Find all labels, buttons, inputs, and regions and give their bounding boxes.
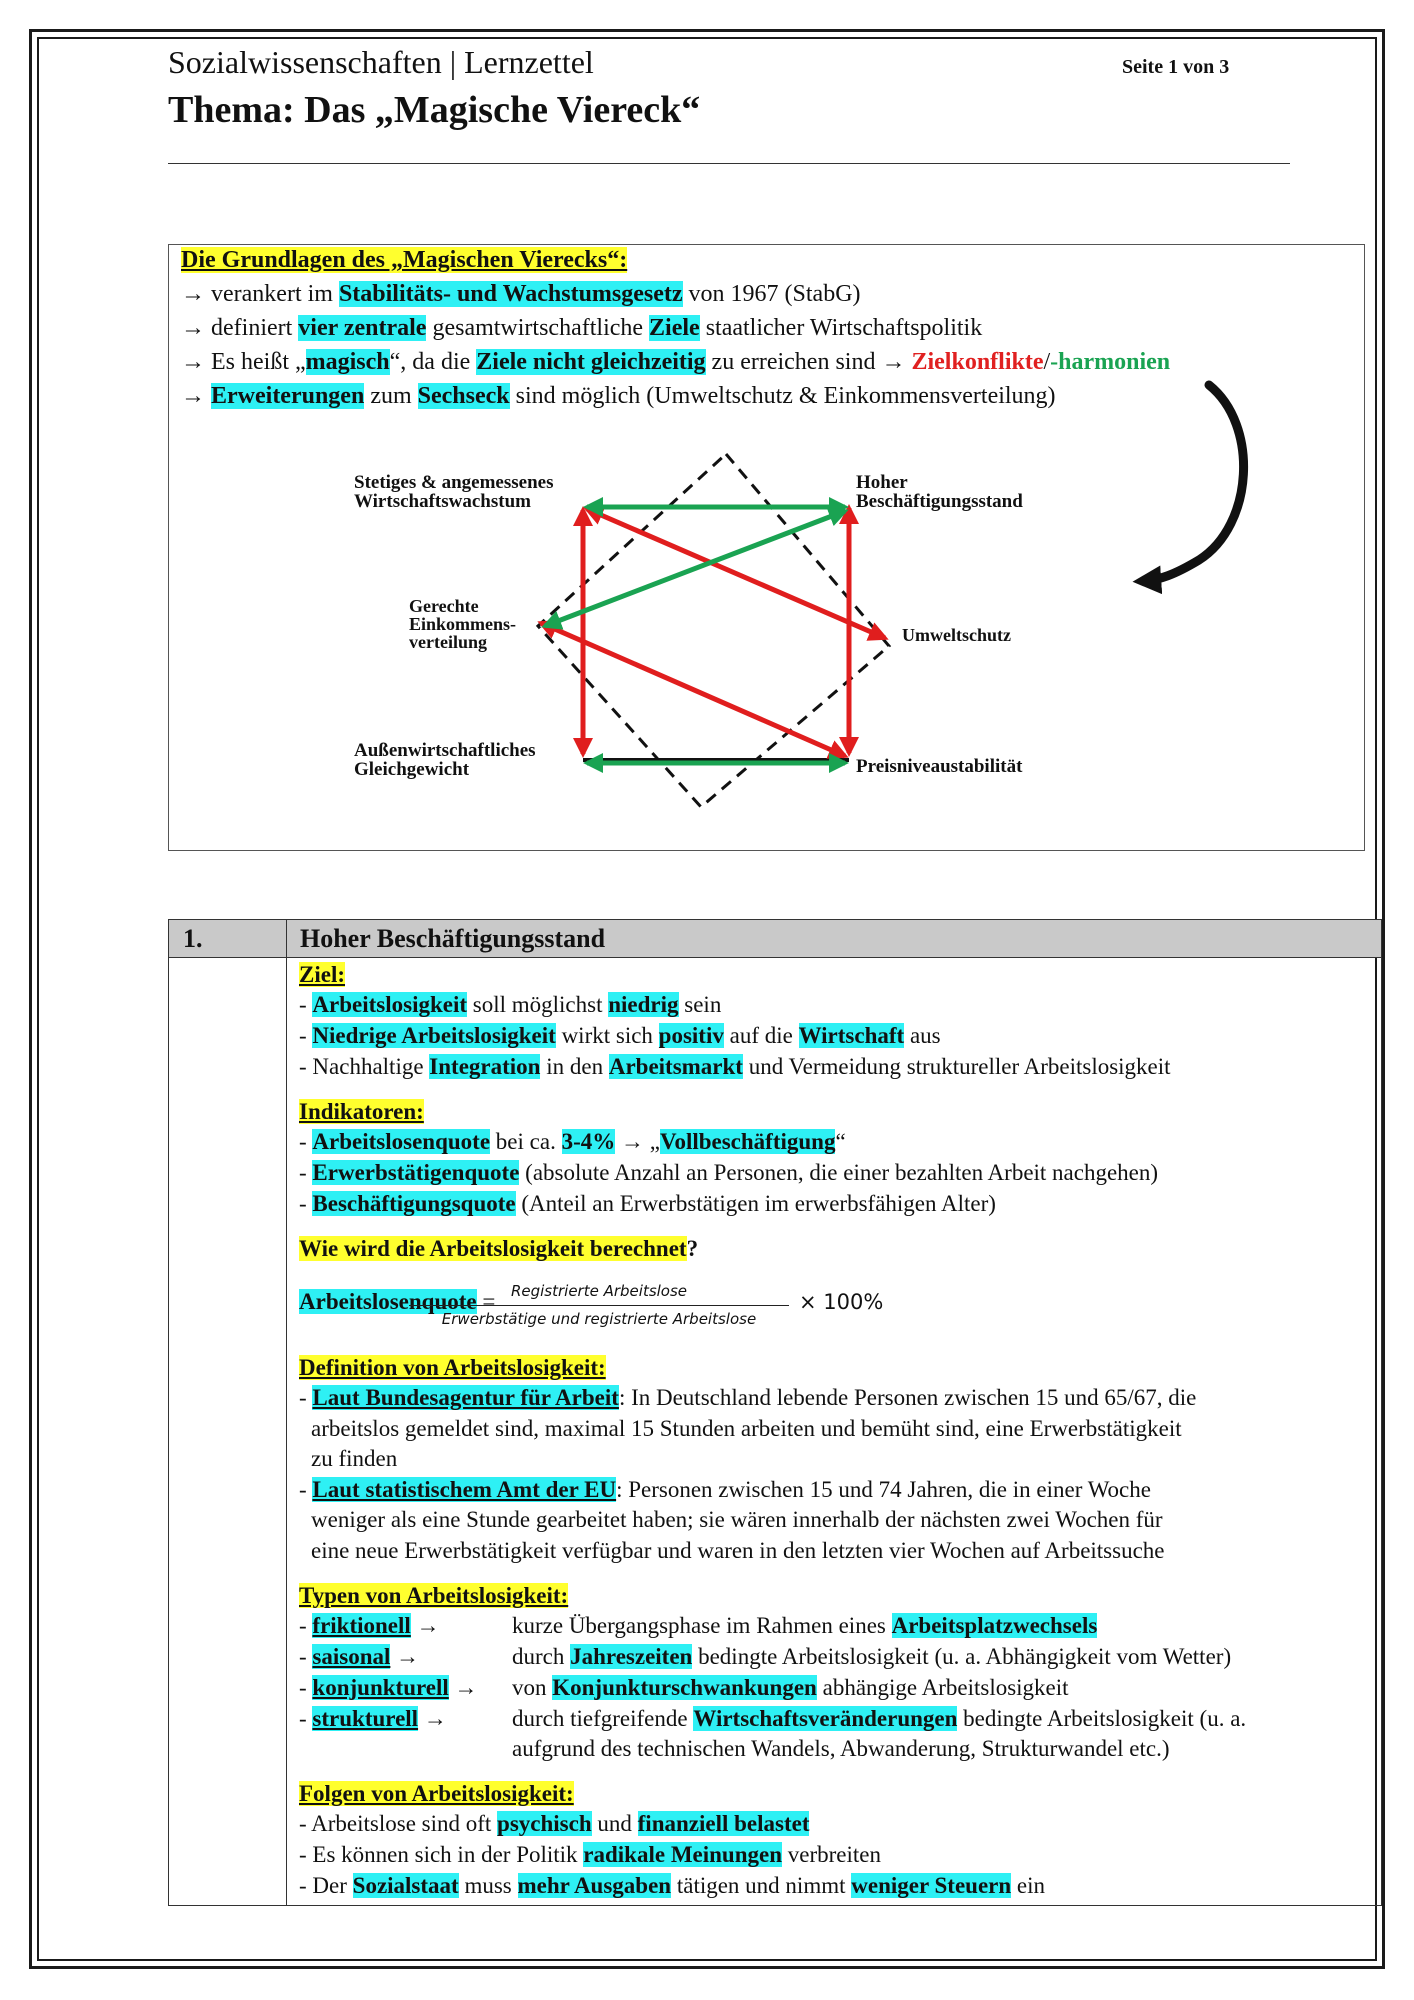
formula-multiplier: × 100% bbox=[799, 1290, 884, 1314]
section-title: Hoher Beschäftigungsstand bbox=[300, 924, 606, 953]
basics-line-1: → verankert im Stabilitäts- und Wachstumsgesetz von 1967 (StabG) bbox=[181, 281, 861, 307]
arrow-icon: → bbox=[181, 281, 205, 307]
conflict-arrow-income-prices bbox=[541, 623, 845, 756]
label-employment: Hoher Beschäftigungsstand bbox=[856, 472, 1023, 512]
harmony-arrow-income-employment bbox=[545, 511, 845, 626]
indikatoren-line-1: - Arbeitslosenquote bei ca. 3-4% → „Vollbeschäftigung“ bbox=[299, 1129, 846, 1154]
basics-heading: Die Grundlagen des „Magischen Vierecks“: bbox=[181, 247, 628, 273]
arrow-icon: → bbox=[396, 1644, 420, 1669]
formula-numerator: Registrierte Arbeitslose bbox=[510, 1282, 688, 1300]
definition-a-line-3: zu finden bbox=[311, 1446, 398, 1471]
typ-strukturell-desc: durch tiefgreifende Wirtschaftsveränderungen bedingte Arbeitslosigkeit (u. a. bbox=[512, 1706, 1247, 1731]
label-external-balance: Außenwirtschaftliches Gleichgewicht bbox=[354, 740, 536, 780]
typ-strukturell-desc-cont: aufgrund des technischen Wandels, Abwanderung, Strukturwandel etc.) bbox=[512, 1736, 1170, 1761]
label-environment: Umweltschutz bbox=[902, 625, 1011, 645]
folgen-heading: Folgen von Arbeitslosigkeit: bbox=[299, 1781, 574, 1806]
typ-konjunkturell: - konjunkturell → bbox=[299, 1675, 478, 1700]
typ-friktionell-desc: kurze Übergangsphase im Rahmen eines Arbeitsplatzwechsels bbox=[512, 1613, 1098, 1638]
magic-square-diagram bbox=[169, 245, 1366, 852]
basics-line-3: → Es heißt „magisch“, da die Ziele nicht gleichzeitig zu erreichen sind → Zielkonflikte/-harmonien bbox=[181, 349, 1171, 375]
ziel-line-2: - Niedrige Arbeitslosigkeit wirkt sich positiv auf die Wirtschaft aus bbox=[299, 1023, 941, 1048]
definition-heading: Definition von Arbeitslosigkeit: bbox=[299, 1355, 606, 1380]
formula-denominator: Erwerbstätige und registrierte Arbeitslose bbox=[441, 1310, 757, 1328]
subject-header: Sozialwissenschaften | Lernzettel bbox=[168, 44, 594, 80]
page-number: Seite 1 von 3 bbox=[1122, 56, 1230, 78]
definition-b-line-1: - Laut statistischem Amt der EU: Personen zwischen 15 und 74 Jahren, die in einer Woche bbox=[299, 1477, 1151, 1502]
indikatoren-line-3: - Beschäftigungsquote (Anteil an Erwerbstätigen im erwerbsfähigen Alter) bbox=[299, 1191, 996, 1216]
arrow-icon: → bbox=[881, 349, 906, 375]
indikatoren-heading: Indikatoren: bbox=[299, 1099, 424, 1124]
conflict-arrow-growth-environment bbox=[587, 509, 885, 638]
fraction-bar bbox=[409, 1305, 789, 1306]
ziel-heading: Ziel: bbox=[299, 962, 345, 987]
definition-b-line-2: weniger als eine Stunde gearbeitet haben; sie wären innerhalb der nächsten zwei Wochen für bbox=[311, 1507, 1163, 1532]
basics-box bbox=[168, 244, 1365, 851]
arrow-icon: → bbox=[181, 383, 205, 409]
berechnung-heading: Wie wird die Arbeitslosigkeit berechnet? bbox=[299, 1236, 699, 1261]
folgen-line-2: - Es können sich in der Politik radikale Meinungen verbreiten bbox=[299, 1842, 881, 1867]
definition-b-line-3: eine neue Erwerbstätigkeit verfügbar und waren in den letzten vier Wochen auf Arbeitssuche bbox=[311, 1538, 1165, 1563]
indikatoren-line-2: - Erwerbstätigenquote (absolute Anzahl an Personen, die einer bezahlten Arbeit nachgehen) bbox=[299, 1160, 1159, 1185]
definition-a-line-1: - Laut Bundesagentur für Arbeit: In Deutschland lebende Personen zwischen 15 und 65/67, die bbox=[299, 1385, 1197, 1410]
basics-line-4: → Erweiterungen zum Sechseck sind möglich (Umweltschutz & Einkommensverteilung) bbox=[181, 383, 1056, 409]
arrow-icon: → bbox=[423, 1706, 447, 1731]
curved-arrow-icon bbox=[1144, 385, 1244, 581]
typ-saisonal-desc: durch Jahreszeiten bedingte Arbeitslosigkeit (u. a. Abhängigkeit vom Wetter) bbox=[512, 1644, 1232, 1669]
ziel-line-1: - Arbeitslosigkeit soll möglichst niedrig sein bbox=[299, 992, 722, 1017]
arrow-icon: → bbox=[181, 315, 205, 341]
definition-a-line-2: arbeitslos gemeldet sind, maximal 15 Stunden arbeiten und bemüht sind, eine Erwerbstätigkeit bbox=[311, 1416, 1182, 1441]
ziel-line-3: - Nachhaltige Integration in den Arbeitsmarkt und Vermeidung struktureller Arbeitslosigkeit bbox=[299, 1054, 1171, 1079]
label-price-stability: Preisniveaustabilität bbox=[856, 756, 1023, 777]
formula-lhs: Arbeitslosenquote = bbox=[299, 1289, 496, 1314]
section-table bbox=[168, 919, 1382, 1906]
section-number: 1. bbox=[183, 924, 203, 953]
typen-heading: Typen von Arbeitslosigkeit: bbox=[299, 1583, 569, 1608]
label-income-distribution: Gerechte Einkommens- verteilung bbox=[409, 596, 517, 652]
column-divider bbox=[286, 920, 287, 1905]
basics-line-2: → definiert vier zentrale gesamtwirtschaftliche Ziele staatlicher Wirtschaftspolitik bbox=[181, 315, 983, 341]
arrow-icon: → bbox=[181, 349, 205, 375]
label-growth: Stetiges & angemessenes Wirtschaftswachstum bbox=[354, 472, 554, 512]
typ-strukturell: - strukturell → bbox=[299, 1706, 447, 1731]
typ-konjunkturell-desc: von Konjunkturschwankungen abhängige Arbeitslosigkeit bbox=[512, 1675, 1069, 1700]
page-title: Thema: Das „Magische Viereck“ bbox=[168, 89, 701, 131]
arrow-icon: → bbox=[454, 1675, 478, 1700]
header-divider bbox=[168, 163, 1290, 164]
arrow-icon: → bbox=[416, 1613, 440, 1638]
typ-saisonal: - saisonal → bbox=[299, 1644, 420, 1669]
folgen-line-1: - Arbeitslose sind oft psychisch und finanziell belastet bbox=[299, 1811, 810, 1836]
folgen-line-3: - Der Sozialstaat muss mehr Ausgaben tätigen und nimmt weniger Steuern ein bbox=[299, 1873, 1046, 1898]
typ-friktionell: - friktionell → bbox=[299, 1613, 440, 1638]
